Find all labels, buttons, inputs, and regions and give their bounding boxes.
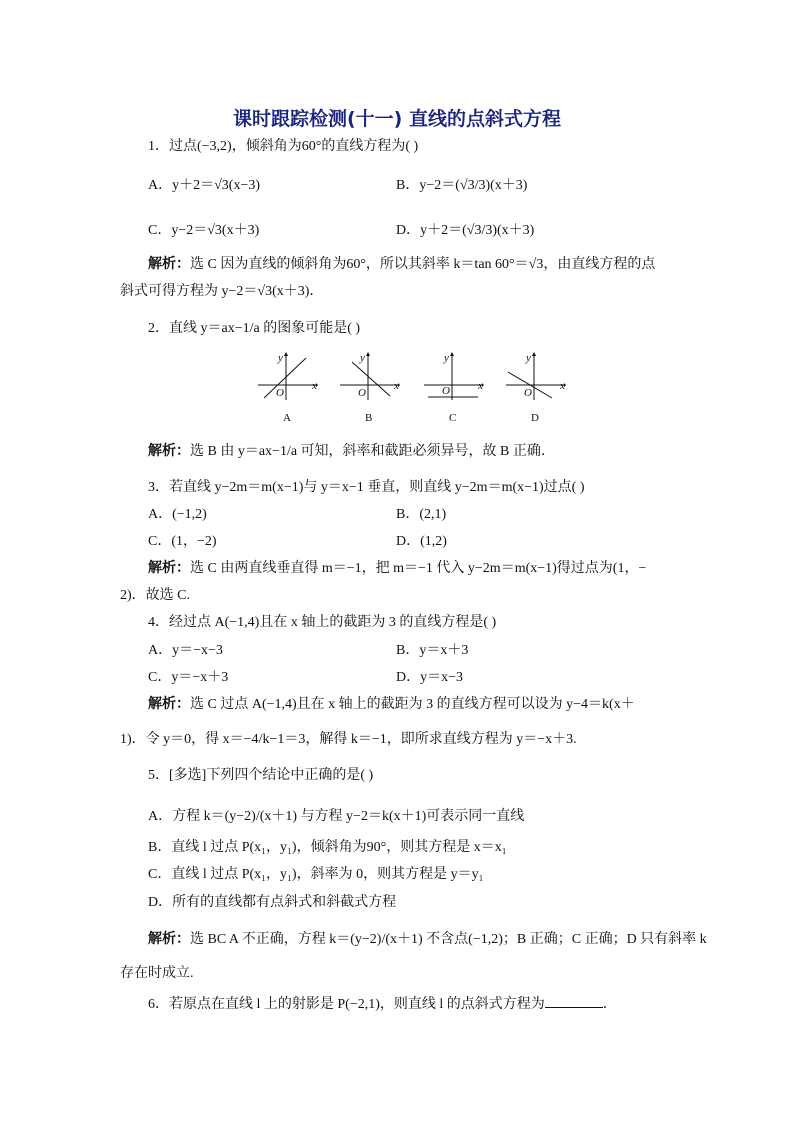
q1-option-a: A．y＋2＝√3(x−3) xyxy=(148,178,261,193)
fig-c-origin: O xyxy=(442,385,450,397)
q5-option-b: B．直线 l 过点 P(x₁，y₁)，倾斜角为90°，则其方程是 x＝x₁ xyxy=(148,840,507,855)
q6-answer-blank xyxy=(545,994,603,1008)
q3-option-d: D．(1,2) xyxy=(396,534,447,549)
q4-solution-line1 xyxy=(148,696,635,714)
fig-caption-d: D xyxy=(531,412,539,424)
q1-solution-text: 选 C 因为直线的倾斜角为60°，所以其斜率 k＝tan 60°＝√3，由直线方程的点 xyxy=(190,257,656,272)
solution-label: 解析： xyxy=(148,697,190,712)
q2-figure-d xyxy=(504,352,566,402)
fig-a-y-label: y xyxy=(278,352,283,364)
q2-stem: 2．直线 y＝ax−1/a 的图象可能是( ) xyxy=(148,321,361,336)
solution-label: 解析： xyxy=(148,444,190,459)
q2-solution xyxy=(148,443,555,461)
q3-option-a: A．(−1,2) xyxy=(148,507,207,522)
q5-option-a: A．方程 k＝(y−2)/(x＋1) 与方程 y−2＝k(x＋1)可表示同一直线 xyxy=(148,809,525,824)
q6-stem: 6．若原点在直线 l 上的射影是 P(−2,1)，则直线 l 的点斜式方程为 xyxy=(148,997,545,1012)
q4-stem: 4．经过点 A(−1,4)且在 x 轴上的截距为 3 的直线方程是( ) xyxy=(148,615,497,630)
q4-solution-line2: 1)．令 y＝0，得 x＝−4/k−1＝3，解得 k＝−1，即所求直线方程为 y＝−x＋3. xyxy=(120,732,577,747)
fig-b-origin: O xyxy=(358,387,366,399)
q2-figure-a xyxy=(256,352,318,402)
fig-a-origin: O xyxy=(276,387,284,399)
fig-c-x-label: x xyxy=(478,380,483,392)
q3-solution-line1 xyxy=(148,560,646,578)
q1-option-d: D．y＋2＝(√3/3)(x＋3) xyxy=(396,223,535,238)
fig-b-y-label: y xyxy=(360,352,365,364)
solution-label: 解析： xyxy=(148,932,190,947)
q3-stem: 3．若直线 y−2m＝m(x−1)与 y＝x−1 垂直，则直线 y−2m＝m(x−1)过点( ) xyxy=(148,480,585,495)
q5-stem: 5．[多选]下列四个结论中正确的是( ) xyxy=(148,768,374,783)
q6-line xyxy=(148,994,617,1014)
q4-option-c: C．y＝−x＋3 xyxy=(148,670,229,685)
q2-figure-c xyxy=(422,352,484,402)
q5-solution-line1 xyxy=(148,931,707,949)
q1-solution-line2: 斜式可得方程为 y−2＝√3(x＋3)． xyxy=(120,284,324,299)
fig-caption-a: A xyxy=(283,412,291,424)
fig-caption-b: B xyxy=(365,412,373,424)
q1-option-c: C．y−2＝√3(x＋3) xyxy=(148,223,260,238)
fig-d-y-label: y xyxy=(526,352,531,364)
q1-solution-line1 xyxy=(148,256,655,274)
q2-solution-text: 选 B 由 y＝ax−1/a 可知，斜率和截距必须异号，故 B 正确． xyxy=(190,444,555,459)
q5-option-d: D．所有的直线都有点斜式和斜截式方程 xyxy=(148,895,397,910)
solution-label: 解析： xyxy=(148,257,190,272)
q3-option-b: B．(2,1) xyxy=(396,507,447,522)
q5-solution-text: 选 BC A 不正确，方程 k＝(y−2)/(x＋1) 不含点(−1,2)；B 正确；C 正确；D 只有斜率 k xyxy=(190,932,707,947)
q1-stem: 1．过点(−3,2)，倾斜角为60°的直线方程为( ) xyxy=(148,139,419,154)
q3-solution-text: 选 C 由两直线垂直得 m＝−1，把 m＝−1 代入 y−2m＝m(x−1)得过点为(1，− xyxy=(190,561,647,576)
q5-option-c: C．直线 l 过点 P(x₁，y₁)，斜率为 0，则其方程是 y＝y₁ xyxy=(148,867,484,882)
fig-a-x-label: x xyxy=(312,380,317,392)
fig-b-x-label: x xyxy=(394,380,399,392)
fig-caption-c: C xyxy=(449,412,457,424)
q3-solution-line2: 2)．故选 C. xyxy=(120,588,190,603)
q5-solution-line2: 存在时成立. xyxy=(120,966,194,981)
fig-c-y-label: y xyxy=(444,352,449,364)
page-title: 课时跟踪检测(十一) 直线的点斜式方程 xyxy=(233,108,561,130)
q4-option-b: B．y＝x＋3 xyxy=(396,643,469,658)
q2-figure-b xyxy=(338,352,400,402)
q1-option-b: B．y−2＝(√3/3)(x＋3) xyxy=(396,178,528,193)
q4-option-d: D．y＝x−3 xyxy=(396,670,464,685)
q3-option-c: C．(1，−2) xyxy=(148,534,217,549)
q4-solution-text: 选 C 过点 A(−1,4)且在 x 轴上的截距为 3 的直线方程可以设为 y−4＝k(x＋ xyxy=(190,697,635,712)
solution-label: 解析： xyxy=(148,561,190,576)
fig-d-x-label: x xyxy=(560,380,565,392)
fig-d-origin: O xyxy=(524,387,532,399)
q4-option-a: A．y＝−x−3 xyxy=(148,643,223,658)
q6-tail: ． xyxy=(602,997,617,1012)
